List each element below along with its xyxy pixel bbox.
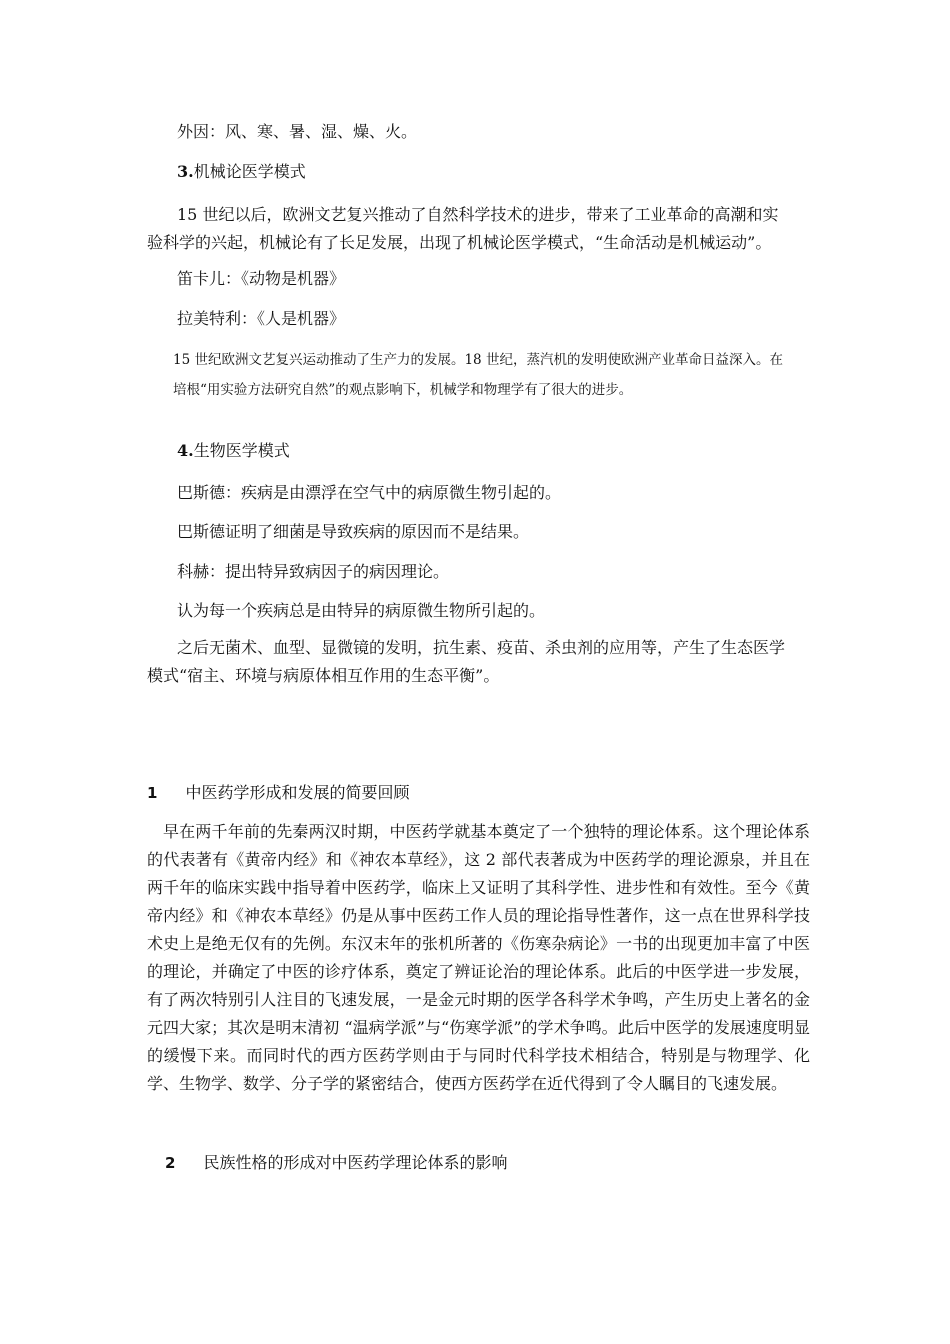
koch-view-line: 认为每一个疾病总是由特异的病原微生物所引起的。 [177,601,546,620]
note-line-2: 培根“用实验方法研究自然”的观点影响下，机械学和物理学有了很大的进步。 [173,382,633,398]
mechanistic-paragraph-line-2: 验科学的兴起，机械论有了长足发展，出现了机械论医学模式，“生命活动是机械运动”。 [147,233,772,252]
pasteur-line: 巴斯德：疾病是由漂浮在空气中的病原微生物引起的。 [177,483,562,502]
heading-number: 3. [177,162,194,181]
heading-mechanistic-model [177,158,306,186]
descartes-line: 笛卡儿：《动物是机器》 [177,269,346,288]
section-number: 2 [165,1154,176,1172]
section-heading-2 [165,1149,507,1177]
heading-text: 生物医学模式 [193,441,290,460]
tcm-history-paragraph: 早在两千年前的先秦两汉时期，中医药学就基本奠定了一个独特的理论体系。这个理论体系的代表著有《黄帝内经》和《神农本草经》，这 2 部代表著成为中医药学的理论源泉，并且在两千年的临床实践中指导着中医药学，临床上又证明了其科学性、进步性和有效性。至今《黄帝内经》和《神农本草经》仍是从事中医药工作人员的理论指导性著作，这一点在世界科学技术史上是绝无仅有的先例。东汉末年的张机所著的《伤寒杂病论》一书的出现更加丰富了中医的理论，并确定了中医的诊疗体系，奠定了辨证论治的理论体系。此后的中医学进一步发展，有了两次特别引人注目的飞速发展，一是金元时期的医学各科学术争鸣，产生历史上著名的金元四大家；其次是明末清初 “温病学派”与“伤寒学派”的学术争鸣。此后中医学的发展速度明显的缓慢下来。而同时代的西方医药学则由于与同时代科学技术相结合，特别是与物理学、化学、生物学、数学、分子学的紧密结合，使西方医药学在近代得到了令人瞩目的飞速发展。 [147,822,810,1093]
ecology-line-1: 之后无菌术、血型、显微镜的发明，抗生素、疫苗、杀虫剂的应用等，产生了生态医学 [177,638,786,657]
external-causes-line: 外因：风、寒、暑、湿、燥、火。 [177,122,418,141]
ecology-line-2: 模式“宿主、环境与病原体相互作用的生态平衡”。 [147,666,500,685]
note-line-1: 15 世纪欧洲文艺复兴运动推动了生产力的发展。18 世纪，蒸汽机的发明使欧洲产业革命日益深入。在 [173,352,783,368]
section-title: 民族性格的形成对中医药学理论体系的影响 [203,1153,508,1172]
section-number: 1 [147,784,158,802]
mechanistic-paragraph-line-1: 15 世纪以后，欧洲文艺复兴推动了自然科学技术的进步，带来了工业革命的高潮和实 [177,205,779,224]
lamettrie-line: 拉美特利：《人是机器》 [177,309,346,328]
section-title: 中医药学形成和发展的简要回顾 [185,783,410,802]
section-heading-1 [147,779,409,807]
koch-line: 科赫：提出特异致病因子的病因理论。 [177,562,450,581]
heading-number: 4. [177,441,194,460]
heading-text: 机械论医学模式 [193,162,306,181]
heading-biomedical-model [177,437,290,465]
pasteur-proof-line: 巴斯德证明了细菌是导致疾病的原因而不是结果。 [177,522,530,541]
